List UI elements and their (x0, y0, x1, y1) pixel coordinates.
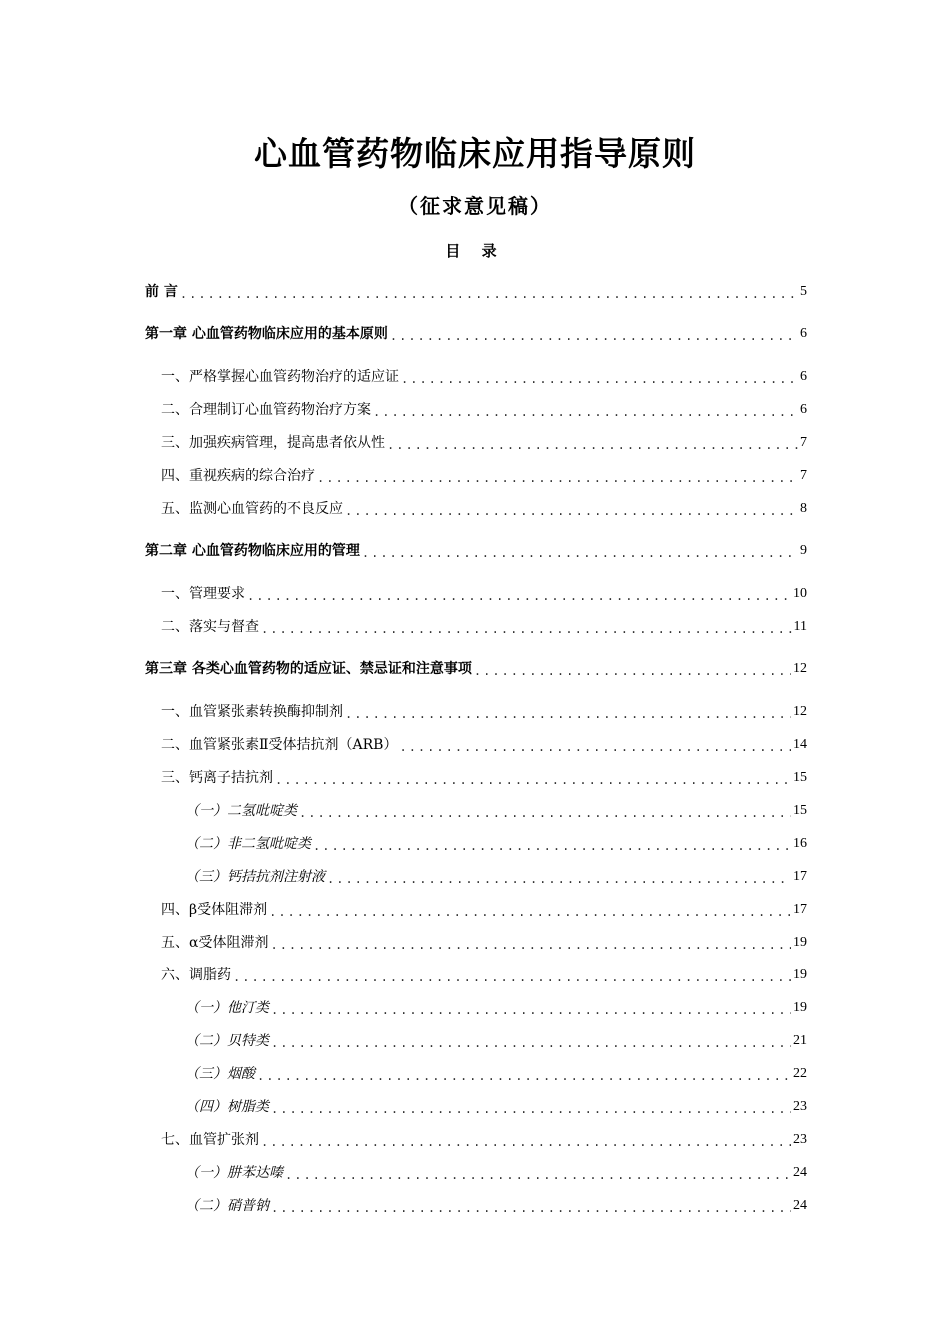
toc-page-number: 7 (800, 468, 807, 483)
toc-dot-leader (271, 1001, 791, 1019)
toc-page-number: 19 (793, 1000, 807, 1015)
toc-page-number: 12 (793, 704, 807, 719)
toc-dot-leader (399, 738, 791, 756)
toc-page-number: 16 (793, 836, 807, 851)
toc-entry-label: （二）非二氢吡啶类 (185, 836, 311, 852)
toc-page-number: 23 (793, 1132, 807, 1147)
toc-entry-label: 四、β受体阻滞剂 (161, 902, 268, 918)
toc-page-number: 22 (793, 1066, 807, 1081)
toc-entry[interactable] (161, 583, 807, 605)
toc-dot-leader (285, 1166, 791, 1184)
toc-page-number: 17 (793, 902, 807, 917)
toc-entry[interactable] (145, 540, 807, 562)
table-of-contents (145, 0, 807, 1344)
toc-page-number: 19 (793, 935, 807, 950)
toc-entry[interactable] (185, 866, 807, 888)
toc-entry-label: 第二章 心血管药物临床应用的管理 (145, 543, 360, 559)
toc-page-number: 10 (793, 586, 807, 601)
toc-page-number: 8 (800, 501, 807, 516)
toc-entry[interactable] (161, 767, 807, 789)
toc-entry[interactable] (145, 281, 807, 303)
toc-entry-label: （三）烟酸 (185, 1066, 255, 1082)
toc-page-number: 21 (793, 1033, 807, 1048)
toc-dot-leader (317, 469, 798, 487)
toc-page-number: 24 (793, 1198, 807, 1213)
toc-entry-label: 四、重视疾病的综合治疗 (161, 468, 315, 484)
toc-page-number: 12 (793, 661, 807, 676)
toc-entry[interactable] (145, 323, 807, 345)
toc-entry-label: 一、血管紧张素转换酶抑制剂 (161, 704, 343, 720)
toc-entry[interactable] (161, 616, 807, 638)
toc-entry-label: （四）树脂类 (185, 1099, 269, 1115)
toc-dot-leader (261, 1133, 791, 1151)
toc-entry-label: 二、血管紧张素Ⅱ受体拮抗剂（ARB） (161, 737, 398, 753)
toc-dot-leader (327, 870, 791, 888)
toc-dot-leader (270, 936, 791, 954)
toc-dot-leader (299, 804, 791, 822)
toc-dot-leader (257, 1067, 791, 1085)
document-subtitle: （征求意见稿） (398, 194, 552, 218)
toc-page-number: 11 (793, 619, 807, 634)
toc-page-number: 19 (793, 967, 807, 982)
toc-entry[interactable] (161, 932, 807, 954)
toc-entry-label: 三、钙离子拮抗剂 (161, 770, 273, 786)
toc-entry[interactable] (161, 399, 807, 421)
toc-entry[interactable] (161, 498, 807, 520)
toc-entry-label: 一、严格掌握心血管药物治疗的适应证 (161, 369, 399, 385)
toc-dot-leader (261, 620, 792, 638)
toc-entry[interactable] (161, 701, 807, 723)
toc-dot-leader (313, 837, 791, 855)
toc-entry[interactable] (161, 1129, 807, 1151)
toc-entry-label: 二、落实与督查 (161, 619, 259, 635)
toc-heading: 目 录 (445, 242, 505, 260)
toc-entry-label: （三）钙拮抗剂注射液 (185, 869, 325, 885)
toc-page-number: 17 (793, 869, 807, 884)
toc-page-number: 24 (793, 1165, 807, 1180)
toc-dot-leader (401, 370, 798, 388)
toc-dot-leader (474, 662, 791, 680)
toc-page-number: 15 (793, 770, 807, 785)
toc-entry[interactable] (145, 658, 807, 680)
toc-page-number: 5 (800, 284, 807, 299)
toc-entry[interactable] (185, 1162, 807, 1184)
toc-entry[interactable] (185, 1063, 807, 1085)
toc-page-number: 7 (800, 435, 807, 450)
toc-entry[interactable] (161, 366, 807, 388)
toc-entry[interactable] (161, 465, 807, 487)
toc-entry-label: 六、调脂药 (161, 967, 231, 983)
toc-dot-leader (387, 436, 798, 454)
toc-entry-label: 七、血管扩张剂 (161, 1132, 259, 1148)
toc-entry[interactable] (185, 1096, 807, 1118)
toc-entry-label: 五、α受体阻滞剂 (161, 935, 269, 951)
toc-dot-leader (247, 587, 791, 605)
toc-entry-label: 一、管理要求 (161, 586, 245, 602)
toc-page-number: 23 (793, 1099, 807, 1114)
toc-dot-leader (390, 327, 798, 345)
toc-entry[interactable] (185, 1030, 807, 1052)
toc-entry-label: 二、合理制订心血管药物治疗方案 (161, 402, 371, 418)
toc-entry[interactable] (161, 432, 807, 454)
toc-dot-leader (271, 1100, 791, 1118)
toc-entry[interactable] (185, 1195, 807, 1217)
toc-entry[interactable] (185, 833, 807, 855)
toc-entry[interactable] (185, 800, 807, 822)
toc-dot-leader (233, 968, 791, 986)
toc-dot-leader (275, 771, 791, 789)
toc-entry[interactable] (161, 964, 807, 986)
toc-dot-leader (271, 1199, 791, 1217)
toc-page-number: 6 (800, 326, 807, 341)
toc-dot-leader (373, 403, 798, 421)
toc-page-number: 14 (793, 737, 807, 752)
toc-dot-leader (345, 502, 798, 520)
toc-entry-label: （一）二氢吡啶类 (185, 803, 297, 819)
toc-entry-label: 第三章 各类心血管药物的适应证、禁忌证和注意事项 (145, 661, 472, 677)
toc-entry-label: （二）硝普钠 (185, 1198, 269, 1214)
toc-dot-leader (362, 544, 798, 562)
toc-dot-leader (345, 705, 791, 723)
toc-dot-leader (269, 903, 791, 921)
toc-entry-label: 第一章 心血管药物临床应用的基本原则 (145, 326, 388, 342)
toc-page-number: 9 (800, 543, 807, 558)
toc-entry-label: （一）他汀类 (185, 1000, 269, 1016)
document-title: 心血管药物临床应用指导原则 (254, 134, 696, 173)
toc-entry[interactable] (161, 734, 807, 756)
toc-dot-leader (271, 1034, 791, 1052)
toc-page-number: 6 (800, 402, 807, 417)
toc-entry[interactable] (185, 997, 807, 1019)
toc-entry[interactable] (161, 899, 807, 921)
toc-page-number: 15 (793, 803, 807, 818)
toc-entry-label: 五、监测心血管药的不良反应 (161, 501, 343, 517)
toc-entry-label: （一）肼苯达嗪 (185, 1165, 283, 1181)
toc-page-number: 6 (800, 369, 807, 384)
toc-entry-label: 三、加强疾病管理，提高患者依从性 (161, 435, 385, 451)
toc-entry-label: （二）贝特类 (185, 1033, 269, 1049)
toc-dot-leader (180, 285, 798, 303)
toc-entry-label: 前 言 (145, 284, 178, 300)
